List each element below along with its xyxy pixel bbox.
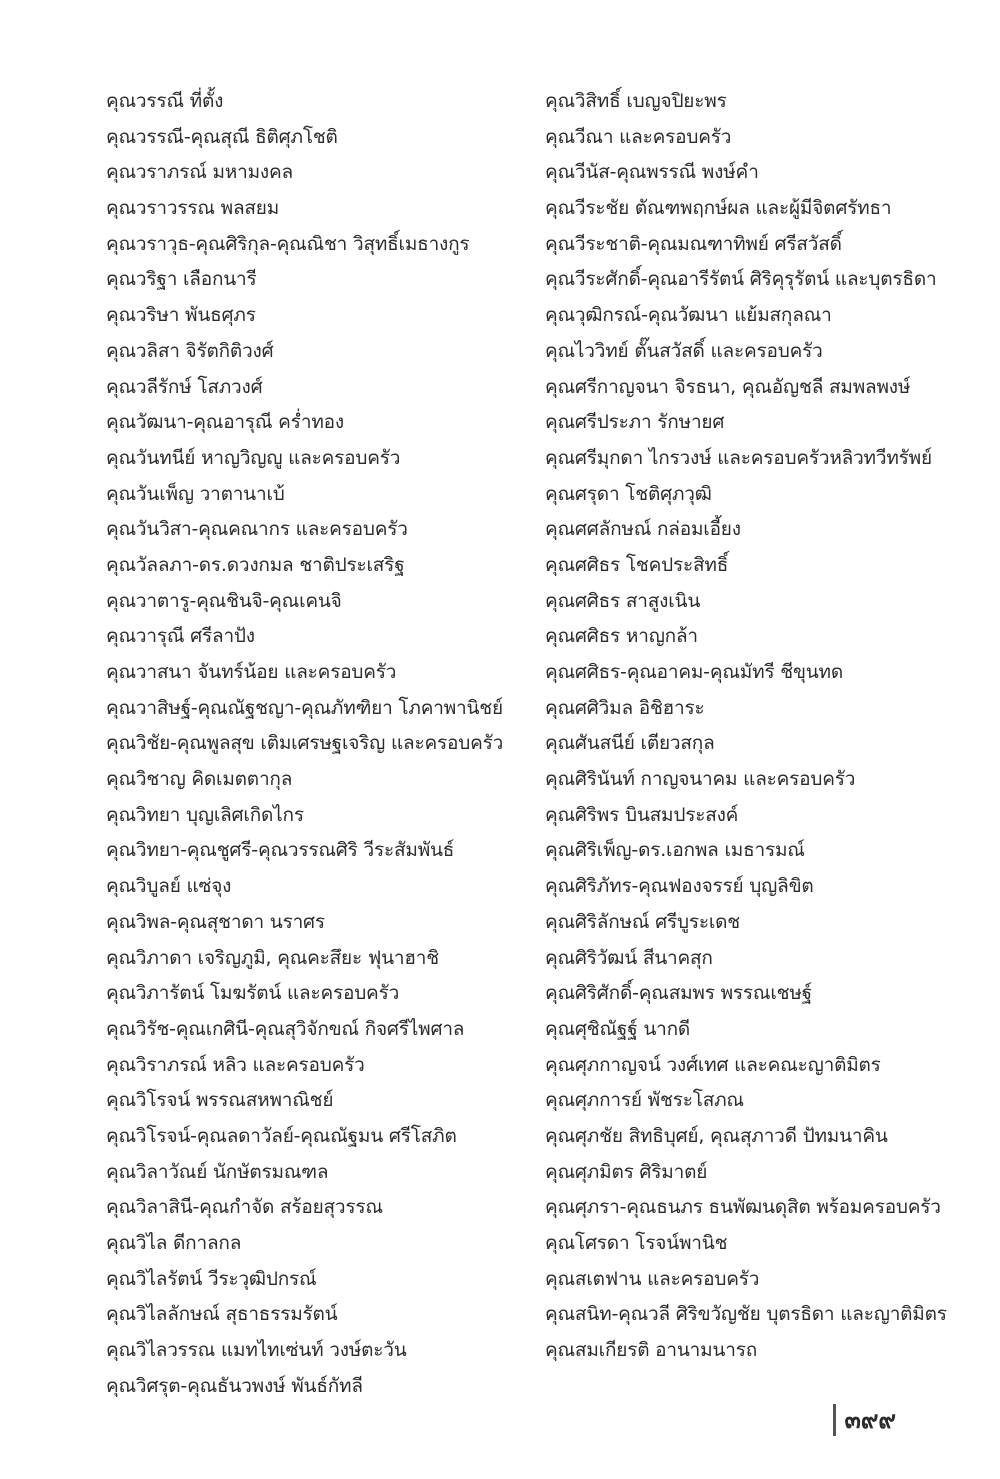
donor-name-item: คุณวิไลรัตน์ วีระวุฒิปกรณ์ xyxy=(106,1267,317,1290)
donor-name-item: คุณศรีกาญจนา จิรธนา, คุณอัญชลี สมพลพงษ์ xyxy=(545,375,911,398)
donor-name-item: คุณศุชิณัฐฐ์ นากดี xyxy=(545,1017,691,1040)
donor-name-item: คุณศศิธร-คุณอาคม-คุณมัทรี ชีขุนทด xyxy=(545,661,843,683)
donor-name-item: คุณศุภกาญจน์ วงศ์เทศ และคณะญาติมิตร xyxy=(545,1053,881,1076)
donor-name-item: คุณวิชาญ คิดเมตตากุล xyxy=(106,768,293,791)
donor-name-item: คุณวิรัช-คุณเกศินี-คุณสุวิจักขณ์ กิจศรีไพศาล xyxy=(106,1017,465,1040)
donor-name-item: คุณวิภาดา เจริญภูมิ, คุณคะสึยะ ฟุนาฮาชิ xyxy=(106,946,439,969)
donor-name-item: คุณวิทยา บุญเลิศเกิดไกร xyxy=(106,803,304,826)
donor-name-item: คุณวิศรุต-คุณธันวพงษ์ พันธ์กัทลี xyxy=(106,1374,363,1397)
donor-name-item: คุณวิพล-คุณสุชาดา นราศร xyxy=(106,910,325,933)
donor-name-item: คุณศรีมุกดา ไกรวงษ์ และครอบครัวหลิวทวีทรัพย์ xyxy=(545,446,932,469)
right-name-column xyxy=(545,84,990,1369)
donor-name-item: คุณศุภชัย สิทธิบุศย์, คุณสุภาวดี ปัทมนาคิน xyxy=(545,1124,888,1147)
donor-name-item: คุณวราวุธ-คุณศิริกุล-คุณณิชา วิสุทธิ์เมธางกูร xyxy=(106,232,470,255)
page-number: ๓๙๙ xyxy=(844,1406,896,1434)
donor-name-item: คุณวันเพ็ญ วาตานาเบ้ xyxy=(106,482,285,505)
donor-name-item: คุณวิไลลักษณ์ สุธาธรรมรัตน์ xyxy=(106,1303,338,1326)
donor-name-item: คุณศิริศักดิ์-คุณสมพร พรรณเชษฐ์ xyxy=(545,982,812,1005)
donor-name-item: คุณวุฒิกรณ์-คุณวัฒนา แย้มสกุลณา xyxy=(545,304,832,327)
donor-name-item: คุณศิริภัทร-คุณฟองจรรย์ บุญลิขิต xyxy=(545,875,814,898)
donor-name-item: คุณวิไล ดีกาลกล xyxy=(106,1232,242,1254)
donor-name-item: คุณวันวิสา-คุณคณากร และครอบครัว xyxy=(106,518,408,541)
donor-name-item: คุณวราวรรณ พลสยม xyxy=(106,197,280,220)
donor-name-item: คุณโศรดา โรจน์พานิช xyxy=(545,1232,728,1254)
donor-name-item: คุณวาตารู-คุณชินจิ-คุณเคนจิ xyxy=(106,589,342,612)
donor-name-item: คุณศศิวิมล อิชิฮาระ xyxy=(545,696,705,719)
donor-name-item: คุณสมเกียรติ อานามนารถ xyxy=(545,1339,758,1362)
donor-name-item: คุณสนิท-คุณวลี ศิริขวัญชัย บุตรธิดา และญาติมิตร xyxy=(545,1303,947,1326)
donor-name-item: คุณวลีรักษ์ โสภวงศ์ xyxy=(106,375,263,398)
donor-name-item: คุณศิริเพ็ญ-ดร.เอกพล เมธารมณ์ xyxy=(545,839,805,862)
donor-name-item: คุณวาสนา จันทร์น้อย และครอบครัว xyxy=(106,661,397,683)
donor-name-item: คุณวิลาสินี-คุณกำจัด สร้อยสุวรรณ xyxy=(106,1196,383,1219)
page-number-block xyxy=(833,1402,896,1438)
donor-name-item: คุณวิบูลย์ แซ่จุง xyxy=(106,875,232,898)
donor-name-item: คุณวัฒนา-คุณอารุณี คร่ำทอง xyxy=(106,411,344,434)
donor-name-item: คุณวิราภรณ์ หลิว และครอบครัว xyxy=(106,1053,365,1076)
donor-name-item: คุณวิสิทธิ์ เบญจปิยะพร xyxy=(545,90,727,112)
donor-name-item: คุณวิชัย-คุณพูลสุข เติมเศรษฐเจริญ และครอบครัว xyxy=(106,732,504,755)
donor-name-item: คุณศันสนีย์ เตียวสกุล xyxy=(545,732,715,755)
donor-name-item: คุณวรรณี-คุณสุณี ธิติศุภโชติ xyxy=(106,125,338,148)
donor-name-item: คุณวีระชาติ-คุณมณฑาทิพย์ ศรีสวัสดิ์ xyxy=(545,232,842,255)
left-name-column xyxy=(106,84,531,1404)
donor-name-item: คุณวารุณี ศรีลาปัง xyxy=(106,625,255,648)
donor-name-item: คุณวริฐา เลือกนารี xyxy=(106,268,257,291)
donor-name-item: คุณศรีประภา รักษายศ xyxy=(545,411,725,434)
donor-name-item: คุณศรุดา โชติศุภวุฒิ xyxy=(545,482,712,505)
donor-name-item: คุณวิทยา-คุณชูศรี-คุณวรรณศิริ วีระสัมพันธ์ xyxy=(106,839,455,862)
donor-name-item: คุณศิรินันท์ กาญจนาคม และครอบครัว xyxy=(545,768,856,791)
donor-name-item: คุณศศิธร โชคประสิทธิ์ xyxy=(545,553,729,576)
donor-name-item: คุณวิโรจน์ พรรณสหพาณิชย์ xyxy=(106,1089,334,1112)
donor-name-item: คุณวาสิษฐ์-คุณณัฐชญา-คุณภัทฑิยา โภคาพานิชย์ xyxy=(106,696,503,719)
donor-name-item: คุณไววิทย์ ตั๊นสวัสดิ์ และครอบครัว xyxy=(545,339,823,362)
donor-name-item: คุณศุภการย์ พัชระโสภณ xyxy=(545,1089,744,1112)
donor-name-item: คุณศศลักษณ์ กล่อมเอี้ยง xyxy=(545,518,741,541)
donor-name-item: คุณศุภรา-คุณธนภร ธนพัฒนดุสิต พร้อมครอบครัว xyxy=(545,1196,941,1219)
donor-name-item: คุณสเตฟาน และครอบครัว xyxy=(545,1267,760,1290)
donor-name-item: คุณศิริลักษณ์ ศรีบูระเดช xyxy=(545,910,741,933)
donor-name-item: คุณวิลาวัณย์ นักษัตรมณฑล xyxy=(106,1160,329,1183)
donor-name-item: คุณวิโรจน์-คุณลดาวัลย์-คุณณัฐมน ศรีโสภิต xyxy=(106,1124,457,1147)
donor-name-item: คุณวัลลภา-ดร.ดวงกมล ชาติประเสริฐ xyxy=(106,553,405,576)
donor-name-item: คุณวิภารัตน์ โมฆรัตน์ และครอบครัว xyxy=(106,982,400,1005)
donor-name-item: คุณวีณา และครอบครัว xyxy=(545,125,732,148)
donor-name-item: คุณศิริพร บินสมประสงค์ xyxy=(545,803,739,826)
donor-name-item: คุณศิริวัฒน์ สีนาคสุก xyxy=(545,946,713,969)
donor-name-item: คุณวราภรณ์ มหามงคล xyxy=(106,161,293,184)
donor-name-item: คุณวลิสา จิรัตกิติวงศ์ xyxy=(106,339,274,362)
donor-name-item: คุณวีนัส-คุณพรรณี พงษ์คำ xyxy=(545,161,759,184)
donor-name-item: คุณวิไลวรรณ แมทไทเซ่นท์ วงษ์ตะวัน xyxy=(106,1339,407,1362)
donor-name-item: คุณศศิธร หาญกล้า xyxy=(545,625,698,648)
donor-name-item: คุณวริษา พันธศุภร xyxy=(106,304,256,327)
donor-name-item: คุณวีระศักดิ์-คุณอารีรัตน์ ศิริคุรุรัตน์ และบุตรธิดา xyxy=(545,268,937,291)
donor-name-item: คุณวีระชัย ตัณฑพฤกษ์ผล และผู้มีจิตศรัทธา xyxy=(545,197,892,220)
donor-name-item: คุณวันทนีย์ หาญวิญญู และครอบครัว xyxy=(106,446,401,469)
donor-name-item: คุณศุภมิตร ศิริมาตย์ xyxy=(545,1160,708,1183)
donor-name-item: คุณวรรณี ที่ตั้ง xyxy=(106,90,224,112)
page-number-divider xyxy=(833,1404,836,1436)
donor-name-item: คุณศศิธร สาสูงเนิน xyxy=(545,589,701,612)
